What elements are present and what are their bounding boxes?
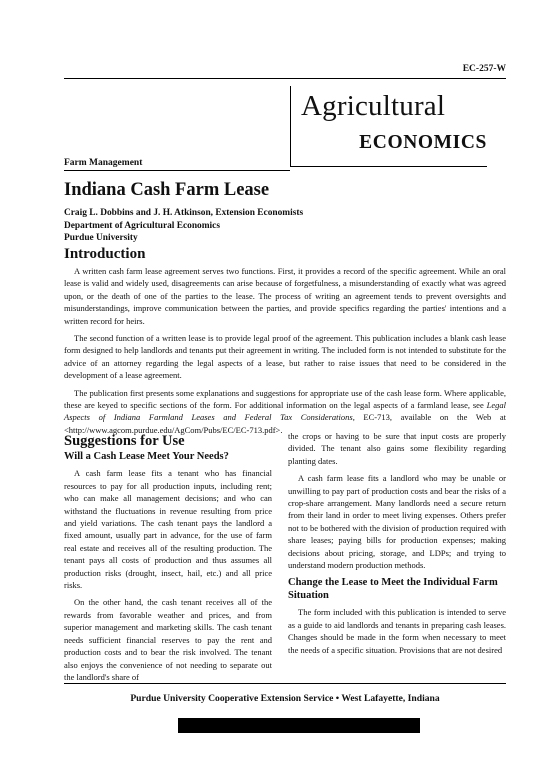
change-lease-subheading: Change the Lease to Meet the Individual Farm Situation	[288, 577, 498, 602]
authors-block	[64, 207, 303, 245]
introduction-body	[64, 265, 506, 441]
intro-paragraph: A written cash farm lease agreement serves two functions. First, it provides a record of the specific agreement. While an oral lease is valid and widely used, disagreements can arise because of forgetfulness, a misunderstanding of exactly what was agreed upon, or the death of one of the parties to the lease. The process of writing an agreement tends to prevent oversights and misunderstandings, improve communication between the parties, and provide specifics regarding the parties' intentions and a written record for heirs.	[64, 266, 506, 326]
footer-text: Purdue University Cooperative Extension Service • West Lafayette, Indiana	[130, 693, 440, 704]
publication-title-link: Legal Aspects of Indiana Farmland Leases and Federal Tax Considerations	[64, 400, 506, 423]
body-paragraph: The form included with this publication is intended to serve as a guide to aid landlords and tenants in preparing cash leases. Changes should be made in the form when necessary to meet the needs of a specific situation. Provisions that are not desired	[288, 607, 506, 655]
intro-p3-text: The publication first presents some explanations and suggestions for appropriate use of the cash lease form. Where applicable, these are keyed to specific sections of the form. For additional information on the legal aspects of a farmland lease, see	[64, 387, 506, 411]
brand-title: Agricultural	[301, 90, 446, 122]
right-column	[288, 430, 506, 661]
university-line: Purdue University	[64, 233, 138, 243]
top-rule	[64, 78, 506, 79]
suggestions-heading: Suggestions for Use	[64, 433, 185, 449]
cash-lease-subheading: Will a Cash Lease Meet Your Needs?	[64, 451, 229, 463]
footer-rule	[64, 683, 506, 684]
body-paragraph: A cash farm lease fits a landlord who may be unable or unwilling to pay part of production costs and bear the risks of a crop-share arrangement. Many landlords need a secure return from their land in order to meet living expenses. Others prefer not to be bothered with the division of production required with share leases; paying bills for production expenses; making decisions about pricing, storage, and LDPs; and trying to understand modern production methods.	[288, 473, 506, 571]
body-paragraph: On the other hand, the cash tenant receives all of the rewards from favorable weather and prices, and from superior management and marketing skills. The cash tenant needs sufficient financial reserves to pay the rent and production costs and to bear the risk involved. The tenant also enjoys the convenience of not needing to separate out the landlord's share of	[64, 597, 272, 682]
footer-bar	[178, 718, 420, 733]
introduction-heading: Introduction	[64, 246, 146, 262]
author-line: Craig L. Dobbins and J. H. Atkinson, Extension Economists	[64, 208, 304, 218]
mid-rule	[64, 170, 290, 171]
intro-p3-url: , EC-713, available on the Web at <http://www.agcom.purdue.edu/AgCom/Pubs/EC/EC-713.pdf>.	[64, 412, 506, 435]
brand-box	[290, 86, 487, 167]
intro-paragraph	[64, 387, 506, 437]
doc-code: EC-257-W	[462, 64, 506, 74]
left-column	[64, 435, 272, 688]
body-paragraph: A cash farm lease fits a tenant who has financial resources to pay for all production inputs, including rent; who can make all management decisions; and who can withstand the fluctuations in revenue resulting from price and yield variations. The cash tenant pays the landlord a fixed amount, usually part in advance, for the use of farm real estate and receives all of the resulting production. The tenant pays all costs of production and thus assumes all production risks (drought, insect, hail, etc.) and all price risks.	[64, 468, 272, 591]
body-paragraph-continued: the crops or having to be sure that input costs are properly divided. The tenant also gains some flexibility regarding planting dates.	[288, 431, 506, 466]
brand-subtitle: ECONOMICS	[359, 132, 487, 153]
section-label: Farm Management	[64, 158, 143, 168]
document-title: Indiana Cash Farm Lease	[64, 180, 270, 200]
intro-paragraph: The second function of a written lease is to provide legal proof of the agreement. This publication includes a blank cash lease form designed to help landlords and tenants put their agreement in writing. The included form is not intended to substitute for the advice of an attorney regarding the legal aspects of a lease, but rather to raise issues that need to be considered in the development of a lease agreement.	[64, 333, 506, 381]
department-line: Department of Agricultural Economics	[64, 220, 220, 231]
